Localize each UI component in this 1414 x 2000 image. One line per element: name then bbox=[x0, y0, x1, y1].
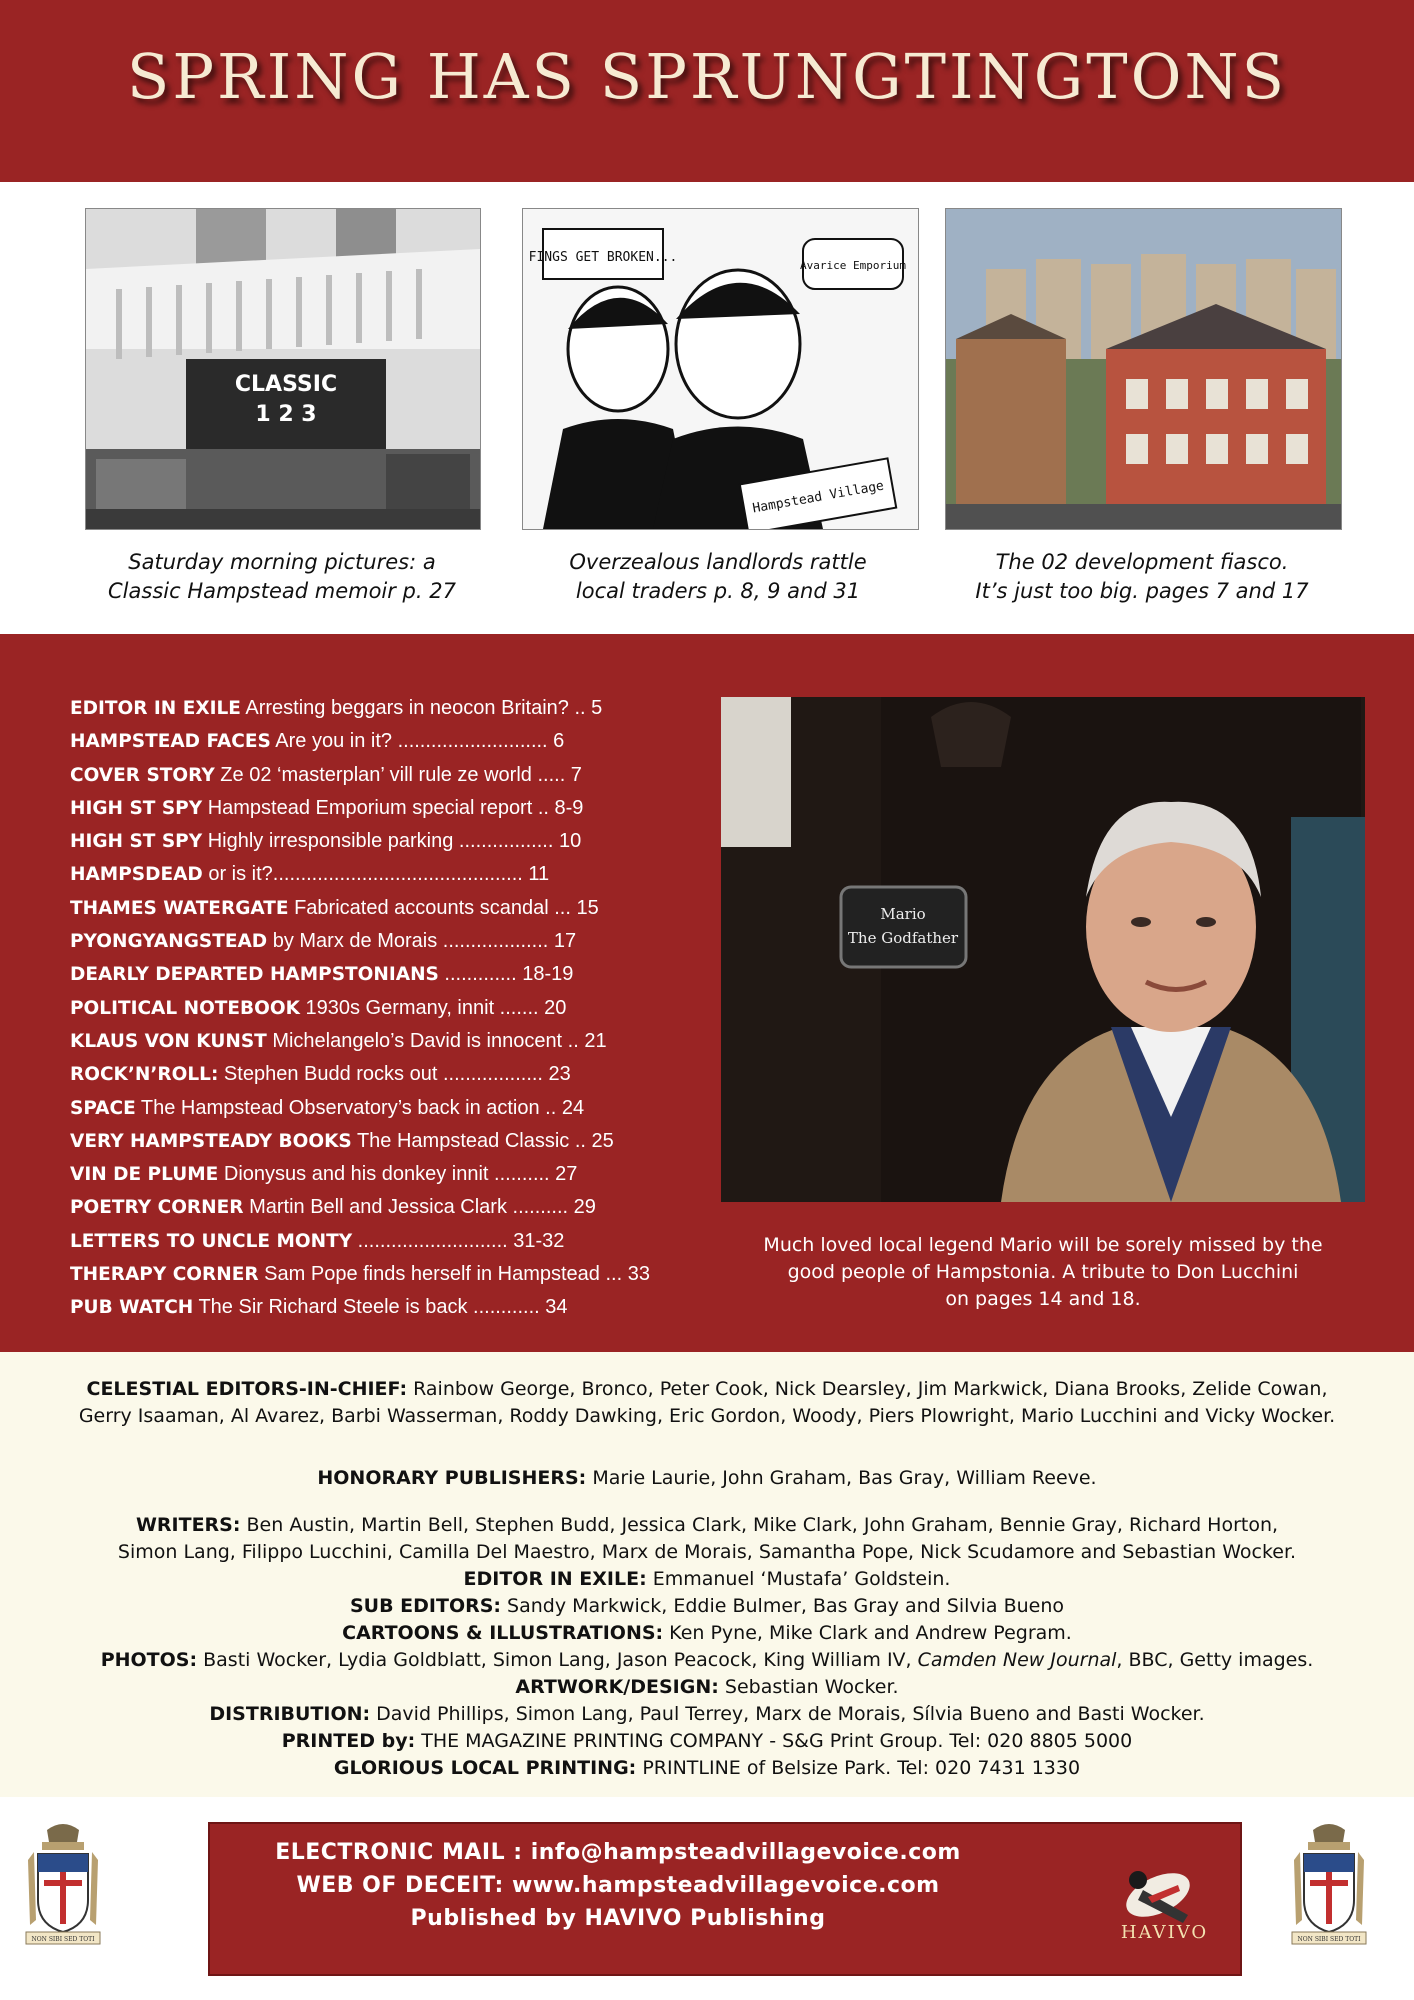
credit-artwork: ARTWORK/DESIGN: Sebastian Wocker. bbox=[515, 1676, 899, 1698]
toc-entry-text: Hampstead Emporium special report .. 8-9 bbox=[202, 796, 584, 819]
havivo-logo-text: HAVIVO bbox=[1120, 1922, 1209, 1943]
portrait-photo bbox=[721, 697, 1365, 1202]
toc-item bbox=[70, 1158, 670, 1191]
toc-entry-text: Are you in it? ........................... 6 bbox=[270, 730, 565, 753]
credit-editor-in-exile: EDITOR IN EXILE: Emmanuel ‘Mustafa’ Goldstein. bbox=[463, 1568, 951, 1590]
toc-item bbox=[70, 925, 670, 958]
toc-entry-text: or is it?............................................. 11 bbox=[202, 863, 550, 886]
crest-motto-right: NON SIBI SED TOTI bbox=[1297, 1936, 1361, 1943]
credit-local-printing: GLORIOUS LOCAL PRINTING: PRINTLINE of Belsize Park. Tel: 020 7431 1330 bbox=[333, 1757, 1081, 1779]
toc-entry-text: Highly irresponsible parking ................. 10 bbox=[202, 830, 582, 853]
toc-entry-text: Dionysus and his donkey innit .......... 27 bbox=[218, 1163, 578, 1186]
photo-caption-landlords: Overzealous landlords rattle local traders p. 8, 9 and 31 bbox=[569, 550, 867, 603]
toc-item bbox=[70, 759, 670, 792]
toc-item bbox=[70, 892, 670, 925]
photo-caption-development: The 02 development fiasco. It’s just too big. pages 7 and 17 bbox=[975, 550, 1309, 603]
toc-entry-text: 1930s Germany, innit ....... 20 bbox=[299, 996, 567, 1019]
footer-email[interactable]: ELECTRONIC MAIL : info@hampsteadvillagevoice.com bbox=[275, 1840, 961, 1865]
credit-sub-editors: SUB EDITORS: Sandy Markwick, Eddie Bulmer, Bas Gray and Silvia Bueno bbox=[349, 1595, 1065, 1617]
coat-of-arms-icon bbox=[1288, 1820, 1370, 1950]
toc-item bbox=[70, 958, 670, 991]
toc-section-label: THAMES WATERGATE bbox=[70, 897, 289, 919]
toc-item bbox=[70, 1025, 670, 1058]
credit-photos: PHOTOS: Basti Wocker, Lydia Goldblatt, Simon Lang, Jason Peacock, King William IV, Camden New Journal, BBC, Getty images. bbox=[100, 1649, 1314, 1671]
toc-entry-text: The Hampstead Observatory’s back in action .. 24 bbox=[135, 1096, 585, 1119]
toc-entry-text: Sam Pope finds herself in Hampstead ... 33 bbox=[258, 1263, 650, 1286]
credit-publishers: HONORARY PUBLISHERS: Marie Laurie, John Graham, Bas Gray, William Reeve. bbox=[317, 1467, 1097, 1489]
toc-section-label: PYONGYANGSTEAD bbox=[70, 931, 268, 953]
credit-cartoons: CARTOONS & ILLUSTRATIONS: Ken Pyne, Mike Clark and Andrew Pegram. bbox=[342, 1622, 1072, 1644]
toc-entry-text: Michelangelo’s David is innocent .. 21 bbox=[266, 1029, 607, 1052]
toc-section-label: LETTERS TO UNCLE MONTY bbox=[70, 1230, 353, 1252]
toc-section-label: HIGH ST SPY bbox=[70, 797, 203, 819]
toc-item bbox=[70, 1058, 670, 1091]
toc-item bbox=[70, 1291, 670, 1324]
toc-entry-text: Martin Bell and Jessica Clark .......... 29 bbox=[243, 1196, 596, 1219]
portrait-badge-line1: Mario bbox=[880, 905, 926, 923]
photo-caption-cinema: Saturday morning pictures: a Classic Hampstead memoir p. 27 bbox=[108, 550, 456, 603]
page-title: SPRING HAS SPRUNGTINGTONS bbox=[126, 40, 1288, 113]
credit-printed: PRINTED by: THE MAGAZINE PRINTING COMPANY - S&G Print Group. Tel: 020 8805 5000 bbox=[281, 1730, 1133, 1752]
crest-motto-left: NON SIBI SED TOTI bbox=[31, 1936, 95, 1943]
toc-item bbox=[70, 1125, 670, 1158]
toc-item bbox=[70, 792, 670, 825]
toc-section-label: SPACE bbox=[70, 1097, 136, 1119]
credit-writers: WRITERS: Ben Austin, Martin Bell, Stephen Budd, Jessica Clark, Mike Clark, John Graham, Bennie Gray, Richard Horton, Simon Lang, Filippo Lucchini, Camilla Del Maestro, Marx de Morais, Samantha Pope, Nick Scudamore and Sebastian Wocker. bbox=[117, 1514, 1297, 1563]
toc-item bbox=[70, 725, 670, 758]
toc-item bbox=[70, 1191, 670, 1224]
portrait-badge-line2: The Godfather bbox=[847, 929, 959, 947]
toc-item bbox=[70, 1258, 670, 1291]
toc-section-label: POLITICAL NOTEBOOK bbox=[70, 997, 300, 1019]
toc-item bbox=[70, 692, 670, 725]
toc-entry-text: Stephen Budd rocks out .................. 23 bbox=[218, 1063, 571, 1086]
toc-section-label: ROCK’N’ROLL: bbox=[70, 1064, 219, 1086]
coat-of-arms-icon bbox=[22, 1820, 104, 1950]
table-of-contents bbox=[70, 692, 670, 1325]
toc-section-label: EDITOR IN EXILE bbox=[70, 698, 241, 719]
toc-entry-text: ............. 18-19 bbox=[438, 963, 574, 986]
cinema-sign-number: 1 2 3 bbox=[255, 402, 317, 427]
toc-section-label: COVER STORY bbox=[70, 764, 215, 786]
credit-distribution: DISTRIBUTION: David Phillips, Simon Lang, Paul Terrey, Marx de Morais, Sílvia Bueno and Basti Wocker. bbox=[209, 1703, 1205, 1725]
toc-item bbox=[70, 1092, 670, 1125]
toc-entry-text: ........................... 31-32 bbox=[352, 1229, 565, 1252]
toc-item bbox=[70, 992, 670, 1025]
toc-section-label: HAMPSDEAD bbox=[70, 864, 203, 886]
toc-section-label: THERAPY CORNER bbox=[70, 1264, 259, 1286]
toc-entry-text: Fabricated accounts scandal ... 15 bbox=[288, 896, 599, 919]
toc-section-label: HAMPSTEAD FACES bbox=[70, 731, 271, 753]
cartoon-bubble-2: Avarice Emporium bbox=[800, 259, 906, 272]
toc-section-label: PUB WATCH bbox=[70, 1297, 194, 1319]
cartoon-sign: Hampstead Village bbox=[751, 478, 886, 517]
footer-web[interactable]: WEB OF DECEIT: www.hampsteadvillagevoice.com bbox=[296, 1873, 940, 1898]
cinema-sign-text: CLASSIC bbox=[234, 372, 338, 397]
credit-celestial-editors: CELESTIAL EDITORS-IN-CHIEF: Rainbow George, Bronco, Peter Cook, Nick Dearsley, Jim Markwick, Diana Brooks, Zelide Cowan, Gerry Isaaman, Al Avarez, Barbi Wasserman, Roddy Dawking, Eric Gordon, Woody, Piers Plowright, Mario Lucchini and Vicky Wocker. bbox=[78, 1378, 1336, 1427]
toc-entry-text: The Hampstead Classic .. 25 bbox=[351, 1129, 614, 1152]
toc-entry-text: Arresting beggars in neocon Britain? .. 5 bbox=[240, 697, 603, 719]
toc-item bbox=[70, 858, 670, 891]
toc-entry-text: The Sir Richard Steele is back ............ 34 bbox=[193, 1296, 568, 1319]
toc-entry-text: by Marx de Morais ................... 17 bbox=[267, 930, 577, 953]
toc-section-label: DEARLY DEPARTED HAMPSTONIANS bbox=[70, 964, 439, 986]
toc-item bbox=[70, 825, 670, 858]
portrait-caption: Much loved local legend Mario will be sorely missed by the good people of Hampstonia. A tribute to Don Lucchini on pages 14 and 18. bbox=[763, 1234, 1323, 1310]
cinema-photo bbox=[85, 208, 481, 530]
toc-section-label: KLAUS VON KUNST bbox=[70, 1030, 267, 1052]
toc-section-label: POETRY CORNER bbox=[70, 1197, 244, 1219]
cartoon-landlords bbox=[522, 208, 919, 530]
toc-item bbox=[70, 1225, 670, 1258]
toc-entry-text: Ze 02 ‘masterplan’ vill rule ze world ..... 7 bbox=[214, 763, 582, 786]
cartoon-bubble-1: FINGS GET BROKEN... bbox=[528, 250, 678, 265]
toc-section-label: HIGH ST SPY bbox=[70, 831, 203, 853]
footer-publisher: Published by HAVIVO Publishing bbox=[410, 1906, 826, 1931]
toc-section-label: VIN DE PLUME bbox=[70, 1164, 219, 1186]
toc-section-label: VERY HAMPSTEADY BOOKS bbox=[70, 1130, 352, 1152]
development-photo bbox=[945, 208, 1342, 530]
